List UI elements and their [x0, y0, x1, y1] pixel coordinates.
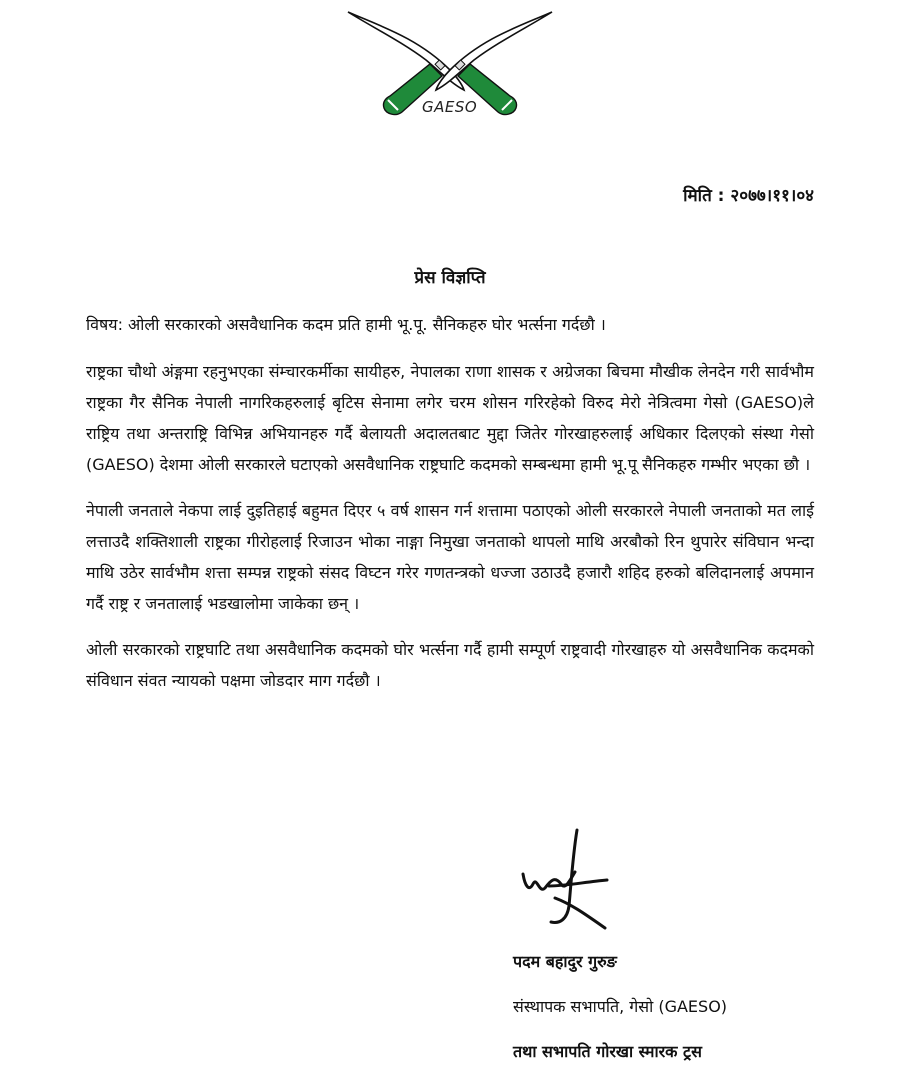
- signatory-role: संस्थापक सभापति, गेसो (GAESO): [513, 997, 728, 1016]
- signatory-role-secondary: तथा सभापति गोरखा स्मारक ट्रस: [513, 1042, 702, 1061]
- page-title: प्रेस विज्ञप्ति: [414, 268, 486, 288]
- date-line: मिति : २०७७।११।०४: [683, 186, 814, 206]
- subject-line: विषय: ओली सरकारको असवैधानिक कदम प्रति हामी भू.पू. सैनिकहरु घोर भर्त्सना गर्दछौ ।: [86, 315, 606, 334]
- signature-icon: [515, 824, 615, 934]
- signatory-name: पदम बहादुर गुरुङ: [513, 952, 617, 971]
- gaeso-logo: [340, 4, 560, 132]
- signature: [515, 824, 615, 934]
- logo-text: GAESO: [422, 98, 478, 116]
- paragraph-3: ओली सरकारको राष्ट्रघाटि तथा असवैधानिक कदमको घोर भर्त्सना गर्दै हामी सम्पूर्ण राष्ट्रवादी गोरखाहरु यो असवैधानिक कदमको संविधान संवत न्यायको पक्षमा जोडदार माग गर्दछौ ।: [86, 640, 814, 690]
- letter-body: [86, 312, 814, 711]
- paragraph-1: राष्ट्रका चौथो अंङ्गमा रहनुभएका संम्चारकर्मीका सायीहरु, नेपालका राणा शासक र अग्रेजका बिचमा मौखीक लेनदेन गरी सार्वभौम राष्ट्रका गैर सैनिक नेपाली नागरिकहरुलाई बृटिस सेनामा लगेर चरम शोसन गरिरहेको विरुद मेरो नेत्रित्वमा गेसो (GAESO)ले राष्ट्रिय तथा अन्तराष्ट्रि विभिन्न अभियानहरु गर्दै बेलायती अदालतबाट मुद्दा जितेर गोरखाहरुलाई अधिकार दिलएको संस्था गेसो (GAESO) देशमा ओली सरकारले घटाएको असवैधानिक राष्ट्रघाटि कदमको सम्बन्धमा हामी भू.पू सैनिकहरु गम्भीर भएका छौ ।: [86, 362, 814, 474]
- paragraph-2: नेपाली जनताले नेकपा लाई दुइतिहाई बहुमत दिएर ५ वर्ष शासन गर्न शत्तामा पठाएको ओली सरकारले नेपाली जनताको मत लाई लत्ताउदै शक्तिशाली राष्ट्रका गीरोहलाई रिजाउन भोका नाङ्गा निमुखा जनताको थापलो माथि अरबौको रिन थुपारेर संविघान भन्दा माथि उठेर सार्वभौम शत्ता सम्पन्न राष्ट्रको संसद विघ्टन गरेर गणतन्त्रको धज्जा उठाउदै हजारौ शहिद हरुको बलिदानलाई अपमान गर्दै राष्ट्र र जनतालाई भडखालोमा जाकेका छन् ।: [86, 501, 814, 613]
